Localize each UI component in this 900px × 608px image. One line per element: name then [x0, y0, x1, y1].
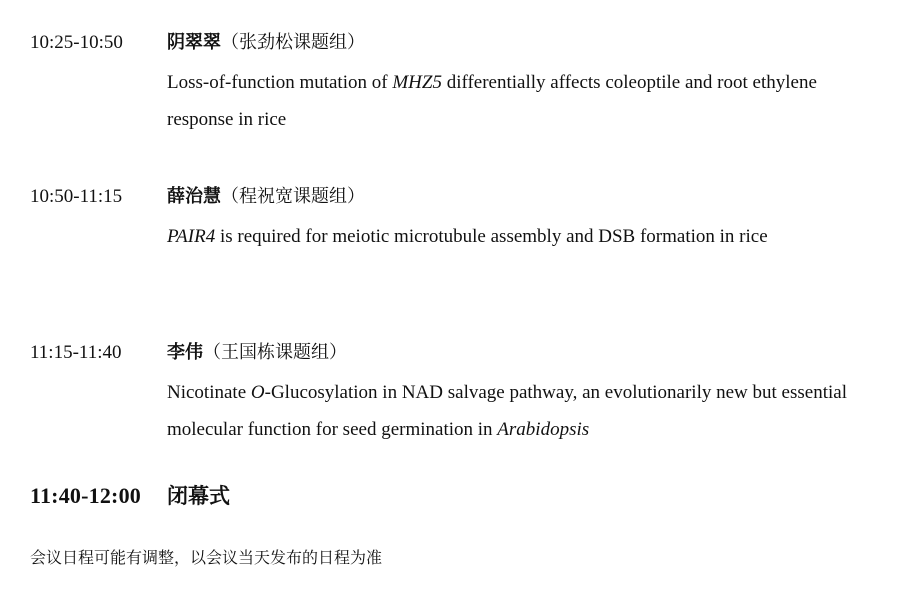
title-part: -Glucosylation in NAD salvage pathway, an evolutionarily new but essential molecular function for seed germination in: [167, 382, 847, 440]
speaker-line: [167, 183, 365, 211]
closing-ceremony: [30, 480, 230, 510]
title-part-italic: MHZ5: [392, 72, 442, 93]
title-part-italic: O: [250, 382, 265, 403]
session-time: 10:50-11:15: [30, 186, 123, 207]
session-time: 10:25-10:50: [30, 32, 123, 53]
title-part: is required for meiotic microtubule assembly and DSB formation in rice: [215, 226, 768, 247]
closing-time: 11:40-12:00: [30, 483, 141, 508]
speaker-line: [167, 29, 365, 57]
title-part: Nicotinate: [167, 382, 251, 403]
title-part-italic: PAIR4: [167, 226, 216, 247]
speaker-name: 阴翠翠: [167, 32, 221, 53]
research-group: （程祝宽课题组）: [221, 186, 365, 207]
schedule-note: 会议日程可能有调整，以会议当天发布的日程为准: [30, 548, 383, 567]
research-group: （王国栋课题组）: [203, 342, 347, 363]
speaker-line: [167, 339, 347, 367]
speaker-name: 薛治慧: [167, 186, 221, 207]
title-part-italic: Arabidopsis: [497, 419, 590, 440]
research-group: （张劲松课题组）: [221, 32, 365, 53]
closing-name: 闭幕式: [166, 484, 230, 508]
session-time: 11:15-11:40: [30, 342, 122, 363]
talk-title: [167, 218, 872, 255]
title-part: Loss-of-function mutation of: [167, 72, 393, 93]
speaker-name: 李伟: [167, 342, 203, 363]
title-part: differentially affects coleoptile and root ethylene response in rice: [167, 72, 817, 130]
talk-title: [167, 374, 872, 448]
talk-title: [167, 64, 872, 138]
